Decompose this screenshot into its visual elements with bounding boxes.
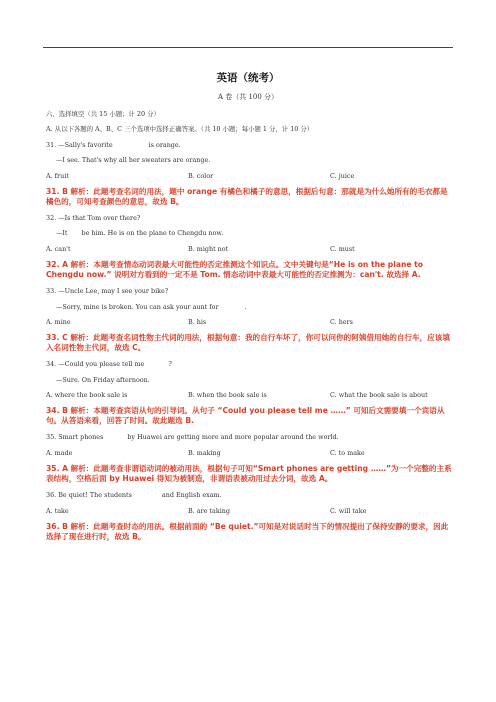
answer-31: 31. B 解析：此题考查名词的用法，题中 orange 有橘色和橘子的意思，根据后句意：那就是为什么她所有的毛衣都是橘色的，可知考查颜色的意思，故选 B。 — [46, 186, 448, 206]
question-text: 34. —Could you please tell me — [46, 360, 145, 369]
option-b: B. making — [188, 448, 221, 457]
question-32-line2 — [46, 229, 452, 237]
question-33-options — [46, 318, 452, 326]
question-text: 35. Smart phones — [46, 433, 104, 442]
answer-35: 35. A 解析：此题考查非谓语动词的被动用法，根据句子可知“Smart phones are getting ……”为一个完整的主系表结构，空格后面 by Huawei 得知为被制造，非谓语表被动用过去分词，故选 A。 — [46, 464, 452, 484]
question-text-after: is orange. — [148, 140, 181, 149]
question-text: —Sorry, mine is broken. You can ask your aunt for — [56, 302, 219, 311]
option-a: A. mine — [46, 317, 71, 326]
question-32-options — [46, 245, 452, 253]
question-31 — [46, 141, 452, 149]
question-36-options — [46, 507, 452, 515]
option-a: A. where the book sale is — [46, 391, 128, 400]
question-35 — [46, 433, 452, 441]
answer-32: 32. A 解析：本题考查情态动词表最大可能性的否定推测这个知识点。文中关键句是“He is on the plane to Chengdu now.” 说明对方看到的一定不是 Tom. 情态动词中表最大可能性的否定推测为：can't. 故选择 A. — [46, 260, 424, 280]
option-b: B. his — [188, 317, 207, 326]
option-c: C. to make — [330, 448, 365, 457]
option-b: B. when the book sale is — [188, 391, 267, 400]
option-c: C. must — [330, 244, 355, 253]
document-title: 英语（统考） — [216, 72, 280, 84]
option-c: C. will take — [330, 506, 367, 515]
option-b: B. are taking — [188, 506, 230, 515]
header-rule — [43, 47, 453, 48]
option-c: C. hers — [330, 317, 353, 326]
question-text-after: be him. He is on the plane to Chengdu now. — [81, 229, 224, 238]
content — [46, 110, 452, 549]
document-subtitle: A 卷（共 100 分） — [217, 93, 279, 101]
question-text: 31. —Sally's favorite — [46, 140, 113, 149]
question-36 — [46, 491, 452, 499]
option-a: A. take — [46, 506, 69, 515]
question-text-after: ? — [168, 360, 172, 369]
question-34 — [46, 360, 452, 368]
question-32: 32. —Is that Tom over there? — [46, 213, 141, 222]
question-text-after: by Huawei are getting more and more popular around the world. — [127, 433, 339, 442]
section-title: 六、选择填空（共 15 小题；计 20 分） — [46, 110, 160, 118]
option-a: A. fruit — [46, 171, 69, 180]
answer-34: 34. B 解析：本题考查宾语从句的引导词。从句子 “Could you please tell me ……” 可知后文需要填一个宾语从句。从答语来看，回答了时间。故此题选 B. — [46, 406, 445, 426]
question-34-line2: —Sure. On Friday afternoon. — [56, 375, 150, 384]
question-35-options — [46, 449, 452, 457]
question-text-after: and English exam. — [161, 491, 222, 500]
option-b: B. might not — [188, 244, 229, 253]
question-text: 36. Be quiet! The students — [46, 491, 132, 500]
option-a: A. made — [46, 448, 73, 457]
option-b: B. color — [188, 171, 214, 180]
part-a-instructions: A. 从以下各题的 A、B、C 三个选项中选择正确答案。（共 10 小题；每小题 1 分，计 10 分） — [46, 125, 314, 134]
question-33-line2 — [46, 303, 452, 311]
question-text: —It — [56, 229, 68, 238]
question-31-line2: —I see. That's why all her sweaters are orange. — [56, 156, 211, 165]
question-text-after: . — [244, 302, 247, 311]
answer-33: 33. C 解析：此题考查名词性物主代词的用法，根据句意：我的自行车坏了，你可以问你的阿姨借用她的自行车，应该填入名词性物主代词，故选 C。 — [46, 333, 450, 353]
question-33: 33. —Uncle Lee, may I see your bike? — [46, 287, 169, 296]
option-c: C. juice — [330, 171, 355, 180]
option-a: A. can't — [46, 244, 71, 253]
question-31-options — [46, 172, 452, 180]
answer-36: 36. B 解析：此题考查时态的用法。根据前面的 “Be quiet.”可知是对说话时当下的情况提出了保持安静的要求，因此选择了现在进行时，故选 B。 — [46, 522, 449, 542]
question-34-options — [46, 391, 452, 399]
option-c: C. what the book sale is about — [330, 391, 428, 400]
